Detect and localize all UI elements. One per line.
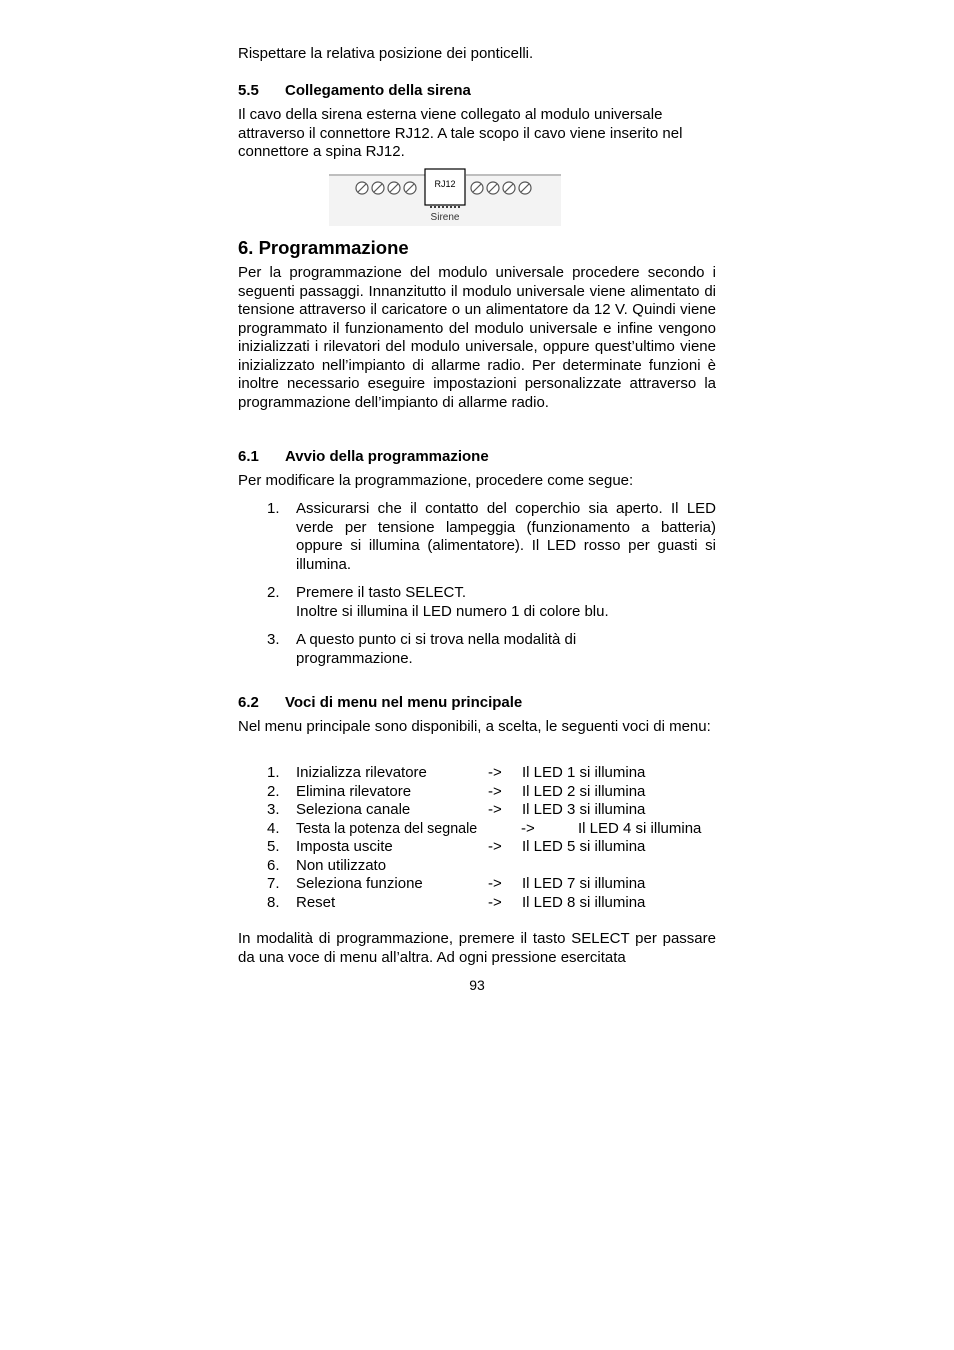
intro-line: Rispettare la relativa posizione dei ponticelli.	[238, 45, 534, 62]
arrow: ->	[488, 764, 502, 781]
arrow: ->	[488, 838, 502, 855]
arrow: ->	[488, 782, 502, 800]
section-heading-6-2	[238, 694, 522, 711]
section-number: 6.2	[238, 694, 259, 711]
list-item	[238, 764, 718, 783]
menu-item-result: Il LED 3 si illumina	[522, 801, 646, 818]
menu-item-number: 2.	[267, 782, 280, 800]
menu-item-label: Non utilizzato	[296, 856, 387, 874]
list-item	[238, 875, 718, 894]
section-6-2-intro: Nel menu principale sono disponibili, a scelta, le seguenti voci di menu:	[238, 718, 711, 735]
section-heading-6-1	[238, 448, 489, 465]
section-number: 5.5	[238, 82, 259, 99]
menu-item-number: 3.	[267, 801, 280, 818]
menu-item-result: Il LED 8 si illumina	[522, 893, 646, 911]
section-title: Avvio della programmazione	[285, 448, 489, 465]
menu-item-label: Inizializza rilevatore	[296, 764, 427, 781]
chapter-title: Programmazione	[258, 237, 409, 258]
menu-item-number: 6.	[267, 856, 280, 874]
step-text: A questo punto ci si trova nella modalità di	[296, 631, 577, 648]
menu-item-number: 7.	[267, 875, 280, 892]
arrow: ->	[521, 819, 535, 837]
menu-item-result: Il LED 4 si illumina	[578, 819, 702, 837]
main-menu-items-list	[238, 764, 718, 912]
list-item	[238, 631, 716, 668]
menu-item-number: 4.	[267, 819, 280, 837]
diagram-caption: Sirene	[430, 212, 460, 223]
arrow: ->	[488, 893, 502, 911]
menu-item-result: Il LED 2 si illumina	[522, 782, 646, 800]
step-text: Assicurarsi che il contatto del coperchio sia aperto. Il LED verde per tensione lampeggia (funzionamento a batteria) oppure si illumina (alimentatore). Il LED rosso per guasti si illumina.	[296, 500, 716, 573]
menu-item-result: Il LED 7 si illumina	[522, 875, 646, 892]
list-item	[238, 584, 716, 621]
list-item	[238, 894, 718, 913]
section-6-body: Per la programmazione del modulo universale procedere secondo i seguenti passaggi. Innanzitutto il modulo universale viene alimentato di tensione attraverso il caricatore o un alimentatore da 12 V. Quindi viene programmato il funzionamento del modulo universale e infine vengono inizializzati i rilevatori del modulo universale, oppure quest’ultimo viene inizializzato nell’impianto di allarme radio. Per determinate funzioni è inoltre necessario eseguire impostazioni personalizzate attraverso la programmazione dell’impianto di allarme radio.	[238, 264, 716, 411]
step-number: 3.	[267, 631, 280, 648]
step-number: 2.	[267, 584, 280, 601]
chapter-number: 6.	[238, 237, 254, 258]
menu-item-label: Seleziona canale	[296, 801, 411, 818]
connector-label: RJ12	[434, 179, 456, 189]
menu-item-label: Reset	[296, 893, 336, 911]
menu-item-number: 1.	[267, 764, 280, 781]
list-item	[238, 838, 718, 857]
menu-item-number: 8.	[267, 893, 280, 911]
section-number: 6.1	[238, 448, 259, 465]
menu-item-label: Imposta uscite	[296, 838, 393, 855]
chapter-heading-6	[238, 237, 409, 259]
list-item	[238, 801, 718, 820]
menu-item-label: Testa la potenza del segnale	[296, 820, 478, 837]
section-heading-5-5	[238, 82, 471, 99]
rj12-connector-diagram	[329, 168, 561, 226]
list-item	[238, 857, 718, 876]
list-item	[238, 500, 716, 574]
step-text-continued: Inoltre si illumina il LED numero 1 di colore blu.	[296, 602, 609, 620]
step-text-continued: programmazione.	[296, 649, 413, 667]
section-title: Collegamento della sirena	[285, 82, 471, 99]
menu-item-label: Seleziona funzione	[296, 875, 423, 892]
section-6-2-closing: In modalità di programmazione, premere il tasto SELECT per passare da una voce di menu all’altra. Ad ogni pressione esercitata	[238, 930, 716, 966]
section-5-5-body: Il cavo della sirena esterna viene collegato al modulo universale attraverso il connettore RJ12. A tale scopo il cavo viene inserito nel connettore a spina RJ12.	[238, 106, 683, 160]
step-text: Premere il tasto SELECT.	[296, 584, 467, 601]
arrow: ->	[488, 801, 502, 818]
page-number: 93	[469, 977, 485, 993]
menu-item-result: Il LED 5 si illumina	[522, 838, 646, 855]
menu-item-result: Il LED 1 si illumina	[522, 764, 646, 781]
list-item	[238, 820, 718, 839]
step-number: 1.	[267, 500, 280, 517]
section-title: Voci di menu nel menu principale	[285, 694, 523, 711]
arrow: ->	[488, 875, 502, 892]
section-6-1-intro: Per modificare la programmazione, procedere come segue:	[238, 472, 634, 489]
menu-item-number: 5.	[267, 838, 280, 855]
list-item	[238, 783, 718, 802]
programming-steps-list	[238, 500, 716, 668]
menu-item-label: Elimina rilevatore	[296, 782, 412, 800]
